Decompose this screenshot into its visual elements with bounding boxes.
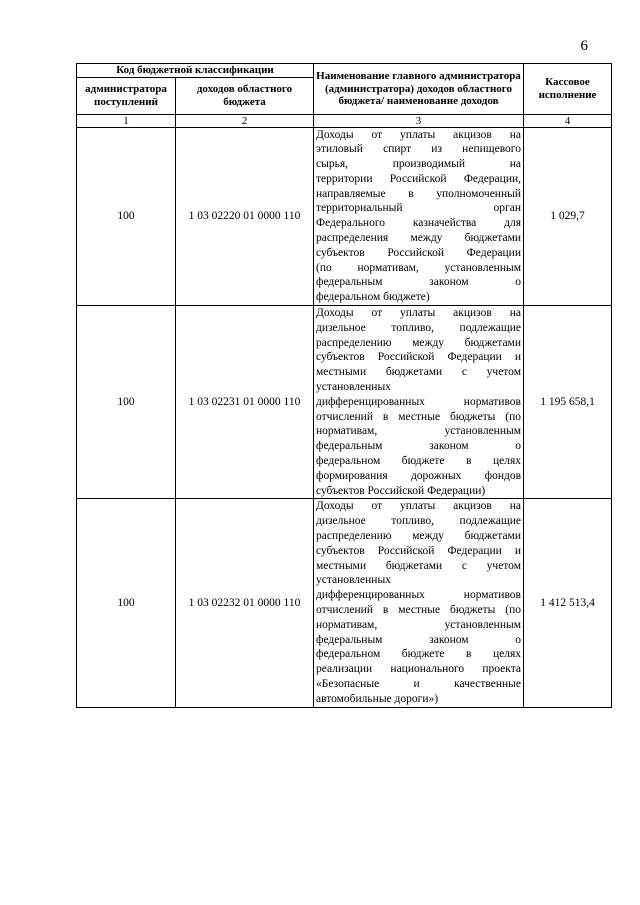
- header-code-group: Код бюджетной классификации: [77, 64, 314, 78]
- header-value: Кассовое исполнение: [524, 64, 612, 115]
- income-code-cell: 1 03 02231 01 0000 110: [176, 306, 314, 499]
- column-number: 3: [314, 114, 524, 127]
- income-name-line: распределения между бюджетами: [316, 232, 521, 245]
- income-name-line: территории Российской Федерации,: [316, 172, 521, 185]
- income-name-line: Федерального казначейства для: [316, 217, 521, 230]
- header-income: доходов областного бюджета: [176, 77, 314, 114]
- income-name-line: этиловый спирт из непищевого: [316, 143, 521, 156]
- table-row: [77, 127, 612, 306]
- income-code-cell: 1 03 02220 01 0000 110: [176, 127, 314, 306]
- income-name-line: формирования дорожных фондов: [316, 469, 521, 482]
- income-name-line: установленных: [316, 574, 391, 587]
- income-name-line: субъектов Российской Федерации: [316, 246, 521, 259]
- income-name-line: отчислений в местные бюджеты (по: [316, 410, 521, 423]
- cash-execution-cell: 1 029,7: [524, 127, 612, 306]
- income-name-line: нормативам, установленным: [316, 618, 521, 631]
- income-code-cell: 1 03 02232 01 0000 110: [176, 499, 314, 707]
- budget-table: [76, 63, 612, 708]
- income-name-line: федеральным законом о: [316, 276, 521, 289]
- income-name-line: субъектов Российской Федерации и: [316, 351, 521, 364]
- income-name-line: автомобильные дороги»): [316, 692, 439, 705]
- income-name-line: отчислений в местные бюджеты (по: [316, 604, 521, 616]
- admin-code-cell: 100: [77, 499, 176, 707]
- table-row: [77, 306, 612, 499]
- income-name-line: федеральном бюджете): [316, 291, 430, 304]
- income-name-line: дизельное топливо, подлежащие: [316, 515, 521, 528]
- admin-code-cell: 100: [77, 306, 176, 499]
- income-name-line: федеральном бюджете в целях: [316, 455, 521, 468]
- income-name-line: местными бюджетами с учетом: [316, 559, 521, 572]
- income-name-line: нормативам, установленным: [316, 425, 521, 438]
- income-name-line: местными бюджетами с учетом: [316, 366, 521, 379]
- income-name-line: федеральном бюджете в целях: [316, 648, 521, 661]
- income-name-line: дизельное топливо, подлежащие: [316, 321, 521, 334]
- income-name-line: «Безопасные и качественные: [316, 677, 521, 690]
- income-name-line: территориальный орган: [316, 202, 521, 215]
- income-name-line: дифференцированных нормативов: [316, 589, 521, 602]
- income-name-line: сырья, производимый на: [316, 158, 521, 171]
- income-name-line: федеральным законом о: [316, 440, 521, 453]
- income-name-cell: [314, 499, 524, 707]
- column-number: 1: [77, 114, 176, 127]
- income-name-line: субъектов Российской Федерации): [316, 484, 486, 497]
- income-name-line: федеральным законом о: [316, 633, 521, 646]
- income-name-line: Доходы от уплаты акцизов на: [316, 500, 521, 513]
- income-name-line: дифференцированных нормативов: [316, 395, 521, 408]
- income-name-line: Доходы от уплаты акцизов на: [316, 307, 521, 320]
- column-number: 4: [524, 114, 612, 127]
- income-name-line: реализации национального проекта: [316, 663, 521, 676]
- header-admin: администратора поступлений: [77, 77, 176, 114]
- header-name: Наименование главного администратора (администратора) доходов областного бюджета/ наименование доходов: [314, 64, 524, 115]
- admin-code-cell: 100: [77, 127, 176, 306]
- income-name-line: (по нормативам, установленным: [316, 261, 521, 274]
- income-name-line: распределению между бюджетами: [316, 336, 521, 349]
- income-name-line: распределению между бюджетами: [316, 530, 521, 543]
- income-name-line: Доходы от уплаты акцизов на: [316, 128, 521, 141]
- page-number: 6: [580, 38, 588, 54]
- cash-execution-cell: 1 195 658,1: [524, 306, 612, 499]
- column-number: 2: [176, 114, 314, 127]
- table-row: [77, 499, 612, 707]
- cash-execution-cell: 1 412 513,4: [524, 499, 612, 707]
- income-name-line: направляемые в уполномоченный: [316, 187, 521, 200]
- income-name-cell: [314, 127, 524, 306]
- income-name-line: субъектов Российской Федерации и: [316, 544, 521, 557]
- income-name-line: установленных: [316, 381, 391, 394]
- income-name-cell: [314, 306, 524, 499]
